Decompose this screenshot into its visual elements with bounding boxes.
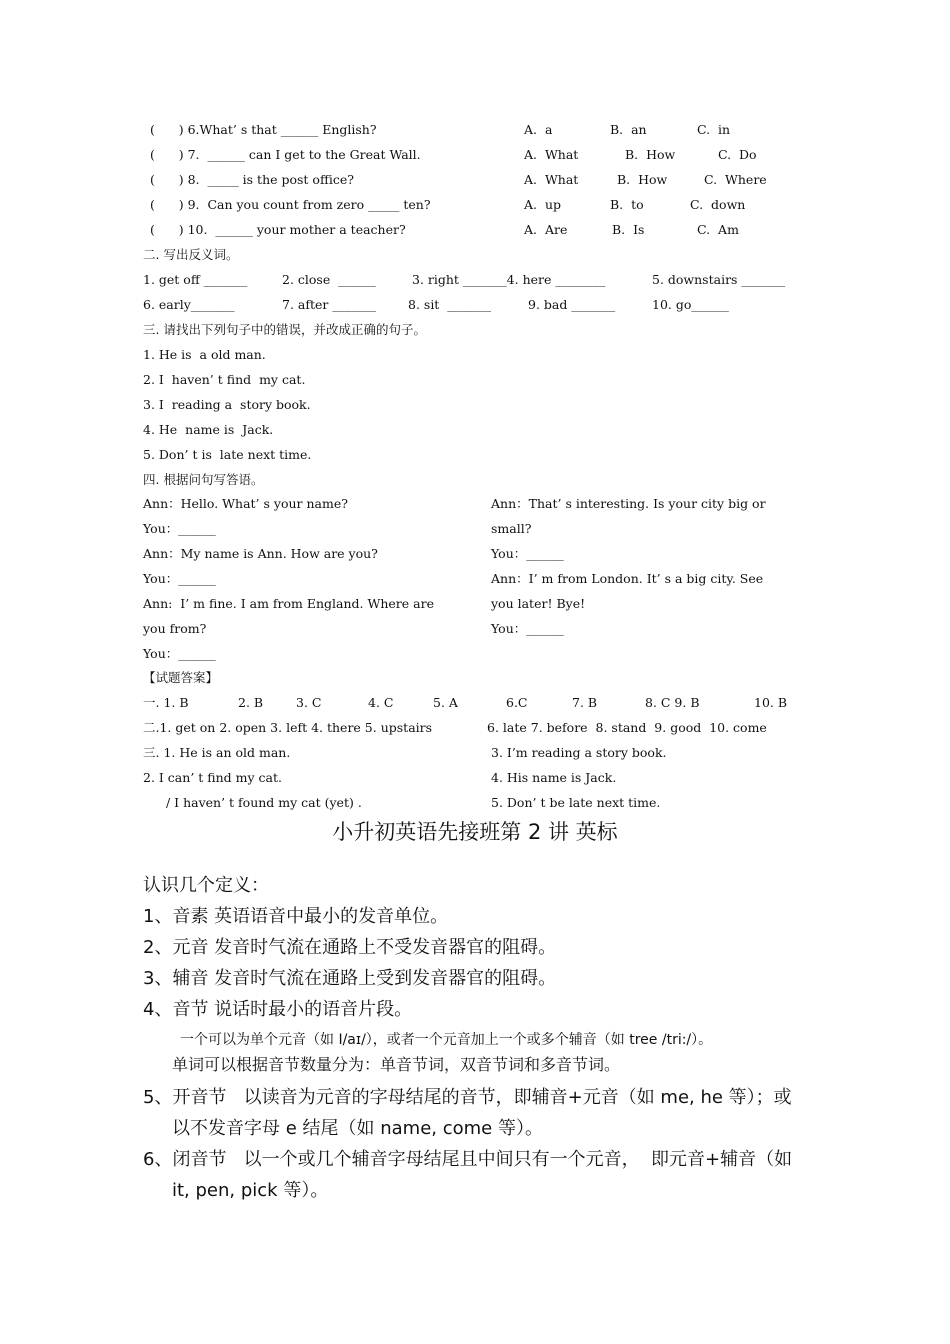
definition-closed-syllable-cont: it, pen, pick 等）。: [172, 1180, 329, 1201]
antonym-item: 9. bad _______: [528, 297, 616, 312]
answer-item: 5. A: [433, 695, 458, 710]
dialogue-line: you later! Bye!: [491, 596, 586, 611]
definition-consonant: 3、辅音 发音时气流在通路上受到发音器官的阻碍。: [143, 968, 557, 989]
dialogue-line: Ann：My name is Ann. How are you?: [143, 546, 378, 561]
mc-question-6: ( ) 6.What’ s that ______ English?: [150, 122, 377, 137]
answer-item: 6.C: [506, 695, 528, 710]
antonym-item: 2. close ______: [282, 272, 376, 287]
mc-option-c: C. Am: [697, 222, 739, 237]
mc-option-c: C. Where: [704, 172, 767, 187]
definition-syllable: 4、音节 说话时最小的语音片段。: [143, 999, 413, 1020]
definition-vowel: 2、元音 发音时气流在通路上不受发音器官的阻碍。: [143, 937, 557, 958]
error-sentence: 4. He name is Jack.: [143, 422, 274, 437]
definition-open-syllable-cont: 以不发音字母 e 结尾（如 name, come 等）。: [172, 1118, 543, 1139]
answer-item: 4. C: [368, 695, 394, 710]
dialogue-line: Ann：That’ s interesting. Is your city big or: [491, 496, 766, 511]
section-4-title: 四. 根据问句写答语。: [143, 472, 264, 487]
antonym-item: 1. get off _______: [143, 272, 248, 287]
antonym-item: 6. early_______: [143, 297, 235, 312]
mc-option-c: C. Do: [718, 147, 757, 162]
syllable-example: 一个可以为单个元音（如 I/aɪ/），或者一个元音加上一个或多个辅音（如 tree /tri:/）。: [180, 1032, 713, 1048]
dialogue-line: You：______: [491, 621, 564, 636]
antonym-item: 7. after _______: [282, 297, 377, 312]
mc-question-9: ( ) 9. Can you count from zero _____ ten?: [150, 197, 431, 212]
mc-question-7: ( ) 7. ______ can I get to the Great Wall.: [150, 147, 421, 162]
dialogue-line: small?: [491, 521, 532, 536]
mc-option-a: A. Are: [524, 222, 568, 237]
answer-item: 2. B: [238, 695, 264, 710]
answer-line: 3. I’m reading a story book.: [491, 745, 667, 760]
mc-option-b: B. an: [610, 122, 647, 137]
answer-item: 3. C: [296, 695, 322, 710]
antonym-item: 8. sit _______: [408, 297, 492, 312]
antonym-item: 5. downstairs _______: [652, 272, 786, 287]
mc-option-b: B. Is: [612, 222, 645, 237]
error-sentence: 1. He is a old man.: [143, 347, 266, 362]
syllable-classification: 单词可以根据音节数量分为：单音节词，双音节词和多音节词。: [172, 1055, 621, 1074]
mc-option-a: A. up: [524, 197, 561, 212]
answer-item: 10. B: [754, 695, 788, 710]
mc-option-a: A. What: [524, 172, 579, 187]
dialogue-line: You：______: [143, 521, 216, 536]
definition-closed-syllable: 6、闭音节 以一个或几个辅音字母结尾且中间只有一个元音， 即元音+辅音（如: [143, 1149, 793, 1170]
error-sentence: 2. I haven’ t find my cat.: [143, 372, 306, 387]
antonym-item: 3. right _______4. here ________: [412, 272, 606, 287]
dialogue-line: you from?: [143, 621, 207, 636]
mc-option-a: A. a: [524, 122, 553, 137]
dialogue-line: You：______: [143, 571, 216, 586]
mc-question-8: ( ) 8. _____ is the post office?: [150, 172, 354, 187]
definition-phoneme: 1、音素 英语语音中最小的发音单位。: [143, 906, 449, 927]
error-sentence: 5. Don’ t is late next time.: [143, 447, 312, 462]
answer-line: 5. Don’ t be late next time.: [491, 795, 661, 810]
answer-line: 2. I can’ t find my cat.: [143, 770, 282, 785]
mc-option-a: A. What: [524, 147, 579, 162]
answer-item: 一. 1. B: [143, 695, 189, 710]
mc-option-b: B. How: [617, 172, 668, 187]
answer-item: 7. B: [572, 695, 598, 710]
mc-option-c: C. in: [697, 122, 731, 137]
answer-line: 6. late 7. before 8. stand 9. good 10. come: [487, 720, 767, 735]
mc-question-10: ( ) 10. ______ your mother a teacher?: [150, 222, 406, 237]
answers-title: 【试题答案】: [143, 670, 219, 685]
answer-line: / I haven’ t found my cat (yet) .: [166, 795, 362, 810]
section-3-title: 三. 请找出下列句子中的错误，并改成正确的句子。: [143, 322, 426, 337]
mc-option-b: B. to: [610, 197, 644, 212]
mc-option-b: B. How: [625, 147, 676, 162]
answer-line: 4. His name is Jack.: [491, 770, 617, 785]
dialogue-line: You：______: [143, 646, 216, 661]
answer-line: 二.1. get on 2. open 3. left 4. there 5. upstairs: [143, 720, 433, 735]
definitions-intro: 认识几个定义：: [143, 875, 269, 896]
mc-option-c: C. down: [690, 197, 746, 212]
lesson-title: 小升初英语先接班第 2 讲 英标: [332, 820, 618, 844]
antonym-item: 10. go______: [652, 297, 729, 312]
dialogue-line: Ann：Hello. What’ s your name?: [143, 496, 348, 511]
dialogue-line: Ann: I’ m fine. I am from England. Where are: [143, 596, 434, 611]
answer-line: 三. 1. He is an old man.: [143, 745, 291, 760]
dialogue-line: Ann：I’ m from London. It’ s a big city. See: [491, 571, 764, 586]
error-sentence: 3. I reading a story book.: [143, 397, 311, 412]
section-2-title: 二. 写出反义词。: [143, 247, 239, 262]
answer-item: 8. C 9. B: [645, 695, 700, 710]
dialogue-line: You：______: [491, 546, 564, 561]
definition-open-syllable: 5、开音节 以读音为元音的字母结尾的音节，即辅音+元音（如 me, he 等）；或: [143, 1087, 792, 1108]
